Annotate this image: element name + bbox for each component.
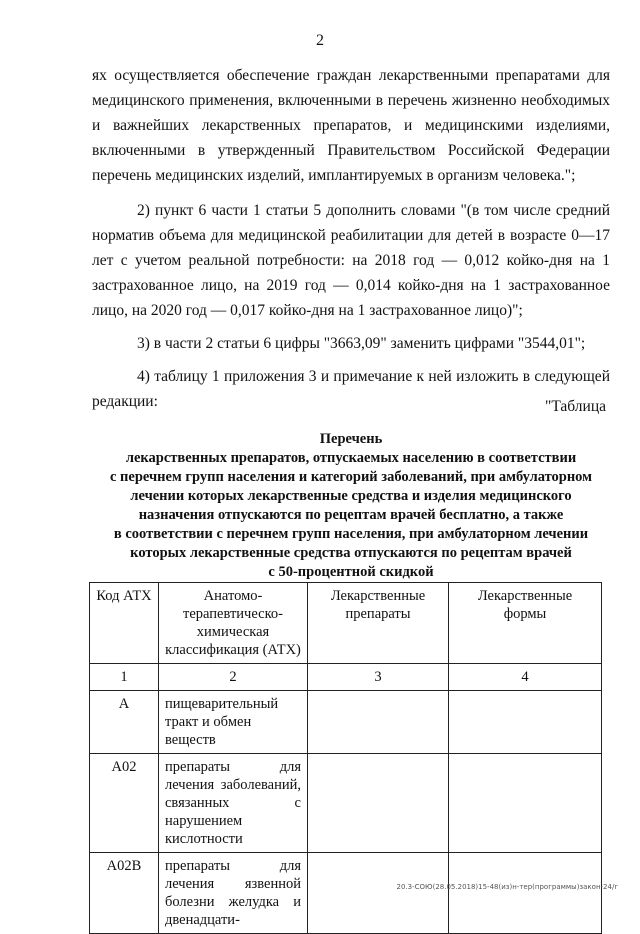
- footer-note: 20.3-СОЮ(28.05.2018)15-48(из)н-тер(программы)закон-24/г: [396, 883, 618, 891]
- table-row: [90, 853, 602, 934]
- list-title-line: лекарственных препаратов, отпускаемых населению в соответствии: [125, 450, 577, 466]
- table-label: "Таблица: [545, 398, 606, 415]
- page-number: 2: [316, 32, 324, 49]
- cell-forms: [449, 853, 602, 934]
- cell-drugs: [308, 691, 449, 754]
- cell-classification: препараты для лечения язвенной болезни желудка и двенадцати-: [159, 853, 308, 934]
- cell-code: A02B: [90, 853, 159, 934]
- table-row: [90, 754, 602, 853]
- paragraph-item-3: 3) в части 2 статьи 6 цифры "3663,09" заменить цифрами "3544,01";: [137, 335, 586, 352]
- body-text: [92, 63, 610, 414]
- list-title-line: которых лекарственные средства отпускаются по рецептам врачей: [130, 545, 572, 561]
- cell-drugs: [308, 853, 449, 934]
- table-header-row: [90, 583, 602, 664]
- list-title-line: с 50-процентной скидкой: [268, 564, 434, 580]
- list-title-line: лечении которых лекарственные средства и изделия медицинского: [130, 488, 572, 504]
- table-number-row: [90, 664, 602, 691]
- list-title-line: с перечнем групп населения и категорий заболеваний, при амбулаторном: [109, 469, 593, 485]
- column-number: 4: [449, 664, 602, 691]
- header-forms: Лекарственные формы: [449, 583, 602, 664]
- paragraph-item-2: 2) пункт 6 части 1 статьи 5 дополнить словами "(в том числе средний норматив объема для медицинской реабилитации для детей в возрасте 0—17 лет с учетом реальной потребности: на 2018 год — 0,012 койко-дня на 1 застрахованное лицо, на 2019 год — 0,014 койко-дня на 1 застрахованное лицо, на 2020 год — 0,017 койко-дня на 1 застрахованное лицо)";: [92, 202, 610, 319]
- column-number: 3: [308, 664, 449, 691]
- list-title-heading: Перечень: [319, 431, 383, 447]
- cell-code: A: [90, 691, 159, 754]
- list-title: [92, 430, 610, 582]
- column-number: 1: [90, 664, 159, 691]
- header-code: Код АТХ: [90, 583, 159, 664]
- cell-classification: пищеварительный тракт и обмен веществ: [159, 691, 308, 754]
- cell-drugs: [308, 754, 449, 853]
- table-row: [90, 691, 602, 754]
- header-drugs: Лекарственные препараты: [308, 583, 449, 664]
- atc-table: [89, 582, 602, 934]
- cell-forms: [449, 691, 602, 754]
- column-number: 2: [159, 664, 308, 691]
- cell-classification: препараты для лечения заболеваний, связанных с нарушением кислотности: [159, 754, 308, 853]
- cell-forms: [449, 754, 602, 853]
- list-title-line: назначения отпускаются по рецептам врачей бесплатно, а также: [138, 507, 564, 523]
- cell-code: A02: [90, 754, 159, 853]
- paragraph-continuation: ях осуществляется обеспечение граждан лекарственными препаратами для медицинского применения, включенными в перечень жизненно необходимых и важнейших лекарственных препаратов, и медицинскими изделиями, включенными в утвержденный Правительством Российской Федерации перечень медицинских изделий, имплантируемых в организм человека.";: [92, 67, 610, 184]
- header-classification: Анатомо-терапевтическо-химическая классификация (АТХ): [159, 583, 308, 664]
- paragraph-item-4: 4) таблицу 1 приложения 3 и примечание к ней изложить в следующей редакции:: [92, 368, 610, 410]
- list-title-line: в соответствии с перечнем групп населения, при амбулаторном лечении: [113, 526, 589, 542]
